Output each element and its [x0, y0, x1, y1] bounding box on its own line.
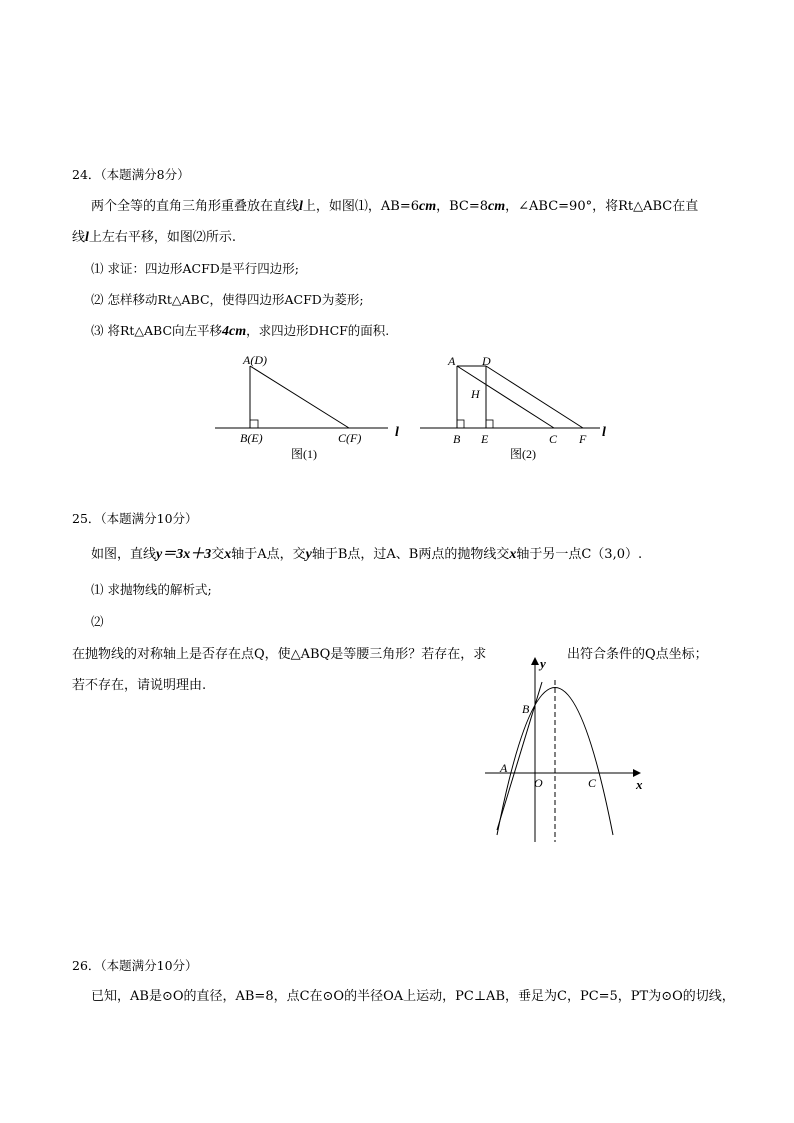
- q25-figure: [480, 650, 650, 845]
- q24-intro-text: 上，如图⑴，AB=6: [302, 199, 420, 214]
- var-y: y: [305, 547, 312, 562]
- q24-part3-text: ⑶ 将Rt△ABC向左平移: [91, 323, 223, 338]
- label-C: C(F): [338, 431, 362, 445]
- var-x: x: [224, 547, 232, 562]
- segment-DF: [486, 366, 583, 428]
- label-A: A(D): [243, 353, 267, 367]
- q25-part2-line2: 若不存在，请说明理由.: [72, 678, 207, 693]
- right-angle-mark: [457, 420, 464, 428]
- q24-intro-line2: [72, 229, 236, 247]
- label-l: l: [602, 425, 606, 440]
- q25-part2-line1a: 在抛物线的对称轴上是否存在点Q，使△ABQ是等腰三角形？若存在，求: [72, 647, 487, 662]
- equation: y＝3x＋3: [156, 547, 212, 562]
- q24-part3-text: ，求四边形DHCF的面积.: [246, 323, 390, 338]
- segment-AC: [250, 366, 349, 428]
- label-H: H: [471, 387, 480, 401]
- q24-header: 24．（本题满分8分）: [72, 167, 190, 182]
- var-x: x: [509, 547, 517, 562]
- q24-part3: [91, 322, 389, 341]
- label-x: x: [636, 777, 643, 792]
- label-O: O: [534, 776, 543, 790]
- q24-intro-text: 两个全等的直角三角形重叠放在直线: [91, 199, 300, 214]
- q26-intro: 已知，AB是⊙O的直径，AB=8，点C在⊙O的半径OA上运动，PC⊥AB，垂足为C，PC=5，PT为⊙O的切线，: [91, 989, 735, 1004]
- caption-fig1: 图(1): [291, 447, 317, 461]
- label-A: A: [448, 354, 456, 368]
- q25-part2-line1b: 出符合条件的Q点坐标；: [567, 647, 708, 662]
- q24-intro-text: ，BC=8: [436, 199, 489, 214]
- unit-cm: cm: [419, 199, 437, 214]
- q26-header: 26．（本题满分10分）: [72, 958, 198, 973]
- label-C: C: [588, 776, 597, 790]
- var-l: l: [85, 230, 89, 245]
- label-F: F: [579, 432, 587, 446]
- label-E: E: [481, 432, 489, 446]
- q25-intro: [91, 546, 642, 564]
- label-B: B: [453, 432, 461, 446]
- q24-intro-text: 线: [72, 230, 86, 245]
- q25-intro-text: 如图，直线: [91, 547, 157, 562]
- q24-part1: ⑴ 求证：四边形ACFD是平行四边形;: [91, 261, 299, 276]
- caption-fig2: 图(2): [510, 447, 536, 461]
- q25-part1: ⑴ 求抛物线的解析式;: [91, 582, 212, 597]
- q25-intro-text: 交: [211, 547, 225, 562]
- shift-value: 4cm: [222, 324, 247, 339]
- q25-intro-text: 轴于另一点C（3,0）.: [516, 547, 643, 562]
- q25-intro-text: 轴于A点，交: [231, 547, 306, 562]
- q25-part2-num: ⑵: [91, 614, 104, 629]
- label-B: B: [522, 702, 530, 716]
- q24-intro-text: 上左右平移，如图⑵所示.: [88, 230, 237, 245]
- var-l: l: [299, 199, 303, 214]
- q24-intro-text: ，∠ABC=90°，将Rt△ABC在直: [505, 199, 699, 214]
- q24-part2: ⑵ 怎样移动Rt△ABC，使得四边形ACFD为菱形;: [91, 292, 364, 307]
- q24-figure-2: [415, 350, 615, 465]
- label-y: y: [540, 656, 546, 671]
- unit-cm: cm: [488, 199, 506, 214]
- label-D: D: [482, 354, 491, 368]
- label-l: l: [395, 425, 399, 440]
- q25-intro-text: 轴于B点，过A、B两点的抛物线交: [311, 547, 510, 562]
- label-A: A: [500, 761, 508, 775]
- q24-intro-line1: [91, 198, 698, 216]
- label-C: C: [549, 432, 558, 446]
- right-angle-mark: [250, 420, 258, 428]
- label-B: B(E): [240, 431, 263, 445]
- q25-header: 25．（本题满分10分）: [72, 511, 198, 526]
- right-angle-mark: [486, 420, 493, 428]
- q24-figure-1: [210, 350, 410, 465]
